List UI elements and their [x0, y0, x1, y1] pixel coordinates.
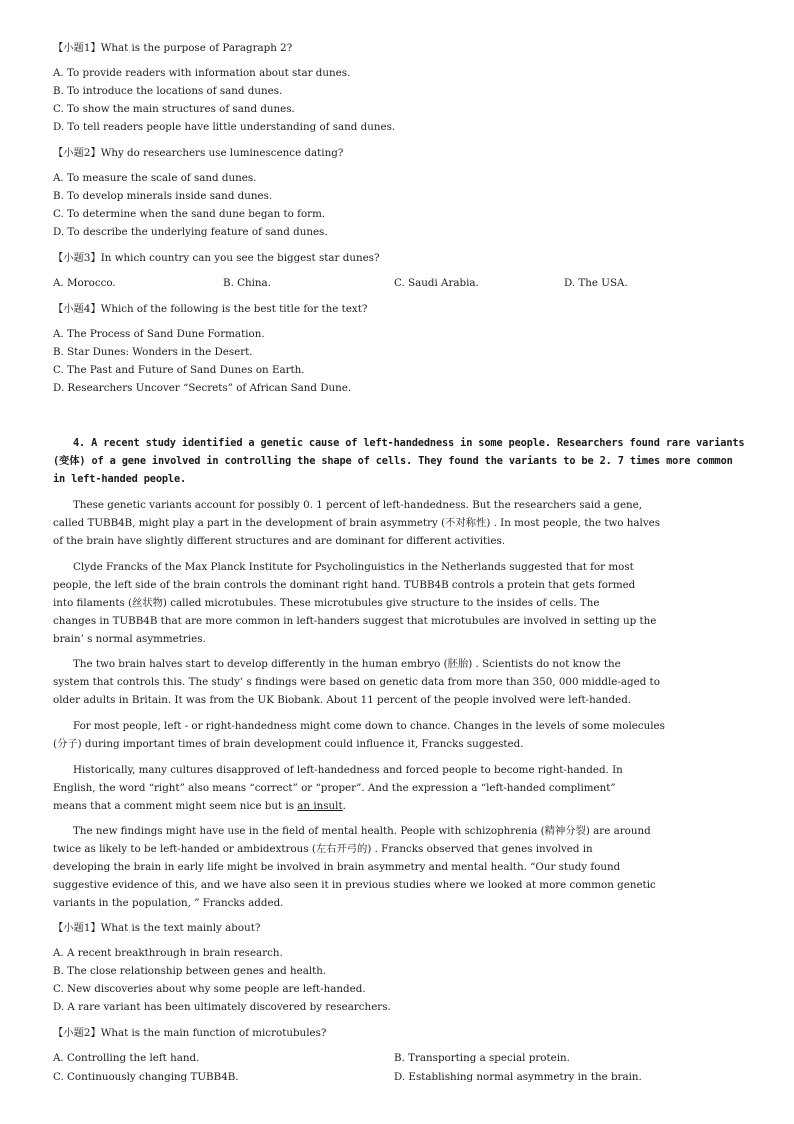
option-d: D. To describe the underlying feature of sand dunes. — [53, 226, 328, 238]
option-c: C. To show the main structures of sand dunes. — [53, 103, 295, 115]
paragraph-4: For most people, left - or right-handedness might come down to chance. Changes in the levels of some molecules (分子) during important times of brain development could influence it, Francks suggested. — [53, 720, 665, 750]
option-c: C. To determine when the sand dune began to form. — [53, 208, 326, 220]
option-c: C. New discoveries about why some people are left-handed. — [53, 983, 366, 995]
option-d: D. A rare variant has been ultimately discovered by researchers. — [53, 1001, 391, 1013]
option-a: A. Morocco. — [53, 277, 116, 289]
question-stem: 【小题2】Why do researchers use luminescence dating? — [53, 147, 344, 159]
paragraph-6: The new findings might have use in the field of mental health. People with schizophrenia (精神分裂) are around twice as likely to be left-handed or ambidextrous (左右开弓的) . Francks observed that genes involved in developing the brain in early life might be involved in brain asymmetry and mental health. “Our study found suggestive evidence of this, and we have also seen it in previous studies where we looked at more common genetic variants in the population, ” Francks added. — [53, 825, 656, 909]
option-a: A. Controlling the left hand. — [53, 1052, 200, 1064]
question-stem: 【小题1】What is the text mainly about? — [53, 922, 261, 934]
option-b: B. To develop minerals inside sand dunes. — [53, 190, 273, 202]
paragraph-5-last-line: means that a comment might seem nice but is an insult. — [53, 800, 346, 812]
option-c: C. Continuously changing TUBB4B. — [53, 1071, 239, 1083]
question-stem: 【小题3】In which country can you see the biggest star dunes? — [53, 252, 380, 264]
option-b: B. Star Dunes: Wonders in the Desert. — [53, 346, 253, 358]
question-stem: 【小题2】What is the main function of microtubules? — [53, 1027, 327, 1039]
question-stem: 【小题1】What is the purpose of Paragraph 2? — [53, 42, 293, 54]
option-d: D. The USA. — [564, 277, 628, 289]
option-c: C. The Past and Future of Sand Dunes on Earth. — [53, 364, 305, 376]
option-b: B. China. — [223, 277, 271, 289]
option-b: B. To introduce the locations of sand dunes. — [53, 85, 283, 97]
option-d: D. To tell readers people have little understanding of sand dunes. — [53, 121, 396, 133]
option-a: A. A recent breakthrough in brain research. — [53, 947, 283, 959]
question-stem: 【小题4】Which of the following is the best title for the text? — [53, 303, 368, 315]
option-a: A. To provide readers with information about star dunes. — [53, 67, 351, 79]
options-row-1 — [53, 1051, 754, 1065]
option-b: B. The close relationship between genes and health. — [53, 965, 327, 977]
options-row-2 — [53, 1070, 754, 1084]
option-d: D. Establishing normal asymmetry in the brain. — [394, 1071, 642, 1083]
passage-intro: 4. A recent study identified a genetic cause of left-handedness in some people. Researchers found rare variants (变体) of a gene involved in controlling the shape of cells. They found the variants to be 2. 7 times more common in left-handed people. — [53, 437, 745, 485]
underlined-phrase: an insult — [297, 800, 343, 812]
paragraph-3: The two brain halves start to develop differently in the human embryo (胚胎) . Scientists do not know the system that controls this. The study’ s findings were based on genetic data from more than 350, 000 middle-aged to older adults in Britain. It was from the UK Biobank. About 11 percent of the people involved were left-handed. — [53, 658, 660, 706]
option-b: B. Transporting a special protein. — [394, 1052, 570, 1064]
paragraph-5: Historically, many cultures disapproved of left-handedness and forced people to become right-handed. In English, the word “right” also means “correct” or “proper”. And the expression a “left-handed compliment” means that a comment might seem nice but is an insult. — [53, 761, 736, 815]
option-a: A. To measure the scale of sand dunes. — [53, 172, 257, 184]
option-c: C. Saudi Arabia. — [394, 277, 479, 289]
paragraph-1: These genetic variants account for possibly 0. 1 percent of left-handedness. But the researchers said a gene, called TUBB4B, might play a part in the development of brain asymmetry (不对称性) . In most people, the two halves of the brain have slightly different structures and are dominant for different activities. — [53, 499, 661, 547]
paragraph-2: Clyde Francks of the Max Planck Institute for Psycholinguistics in the Netherlands suggested that for most people, the left side of the brain controls the dominant right hand. TUBB4B controls a protein that gets formed into filaments (丝状物) called microtubules. These microtubules give structure to the insides of cells. The changes in TUBB4B that are more common in left-handers suggest that microtubules are involved in setting up the brain’ s normal asymmetries. — [53, 561, 657, 645]
option-d: D. Researchers Uncover “Secrets” of African Sand Dune. — [53, 382, 352, 394]
option-a: A. The Process of Sand Dune Formation. — [53, 328, 265, 340]
